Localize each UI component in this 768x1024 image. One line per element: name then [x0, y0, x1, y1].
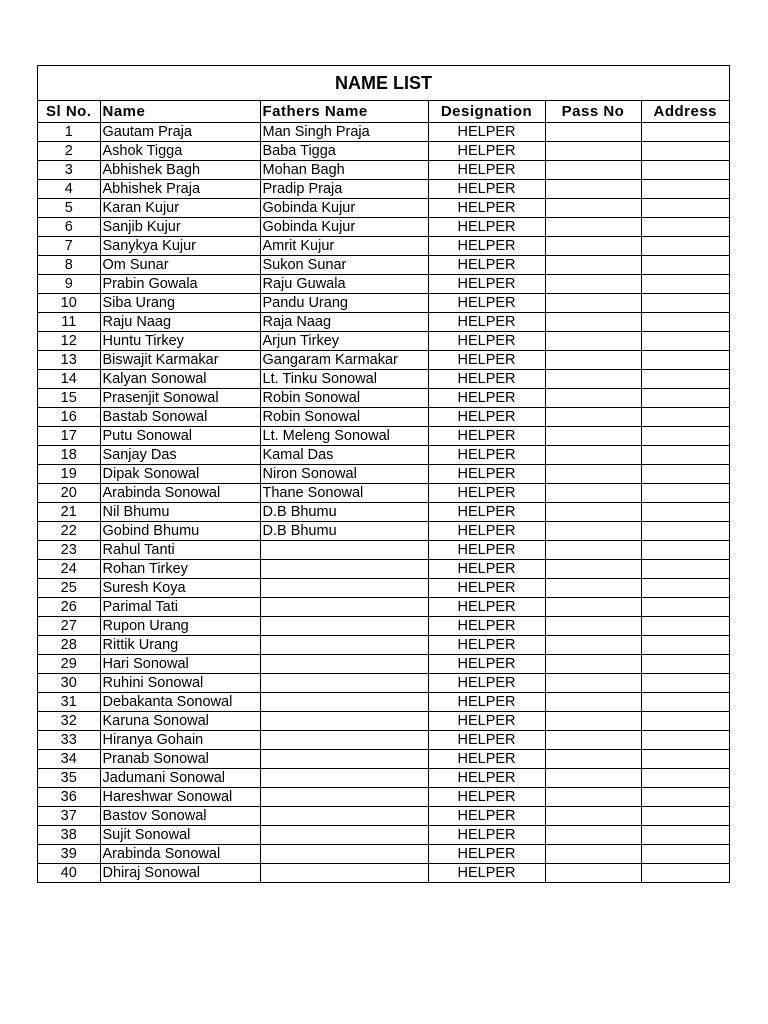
cell-fathers-name: Baba Tigga — [260, 142, 428, 161]
table-row — [38, 750, 729, 769]
cell-sl-no: 16 — [38, 408, 100, 427]
cell-pass-no — [545, 598, 641, 617]
cell-pass-no — [545, 142, 641, 161]
cell-sl-no: 18 — [38, 446, 100, 465]
cell-name: Prabin Gowala — [100, 275, 260, 294]
cell-designation: HELPER — [428, 446, 545, 465]
cell-designation: HELPER — [428, 218, 545, 237]
table-row — [38, 218, 729, 237]
cell-designation: HELPER — [428, 427, 545, 446]
cell-name: Ashok Tigga — [100, 142, 260, 161]
cell-sl-no: 13 — [38, 351, 100, 370]
cell-sl-no: 11 — [38, 313, 100, 332]
cell-sl-no: 5 — [38, 199, 100, 218]
cell-fathers-name: Gobinda Kujur — [260, 199, 428, 218]
cell-designation: HELPER — [428, 484, 545, 503]
cell-name: Rittik Urang — [100, 636, 260, 655]
cell-address — [641, 826, 729, 845]
cell-address — [641, 446, 729, 465]
cell-name: Suresh Koya — [100, 579, 260, 598]
cell-address — [641, 313, 729, 332]
cell-designation: HELPER — [428, 161, 545, 180]
cell-sl-no: 10 — [38, 294, 100, 313]
cell-fathers-name: Pradip Praja — [260, 180, 428, 199]
cell-pass-no — [545, 750, 641, 769]
table-row — [38, 446, 729, 465]
name-list-sheet — [37, 65, 730, 883]
cell-fathers-name: Gangaram Karmakar — [260, 351, 428, 370]
cell-pass-no — [545, 522, 641, 541]
cell-pass-no — [545, 655, 641, 674]
cell-fathers-name: Raju Guwala — [260, 275, 428, 294]
cell-name: Kalyan Sonowal — [100, 370, 260, 389]
cell-sl-no: 38 — [38, 826, 100, 845]
cell-address — [641, 389, 729, 408]
cell-fathers-name — [260, 750, 428, 769]
name-list-table — [38, 100, 729, 882]
cell-fathers-name — [260, 788, 428, 807]
cell-address — [641, 408, 729, 427]
cell-designation: HELPER — [428, 693, 545, 712]
cell-address — [641, 655, 729, 674]
table-row — [38, 788, 729, 807]
cell-designation: HELPER — [428, 617, 545, 636]
cell-address — [641, 199, 729, 218]
cell-pass-no — [545, 294, 641, 313]
cell-pass-no — [545, 712, 641, 731]
cell-sl-no: 22 — [38, 522, 100, 541]
table-row — [38, 864, 729, 883]
cell-fathers-name: Sukon Sunar — [260, 256, 428, 275]
cell-name: Biswajit Karmakar — [100, 351, 260, 370]
table-row — [38, 769, 729, 788]
table-row — [38, 655, 729, 674]
cell-fathers-name — [260, 845, 428, 864]
cell-address — [641, 427, 729, 446]
cell-name: Karuna Sonowal — [100, 712, 260, 731]
cell-pass-no — [545, 788, 641, 807]
cell-address — [641, 807, 729, 826]
cell-pass-no — [545, 826, 641, 845]
cell-designation: HELPER — [428, 541, 545, 560]
cell-designation: HELPER — [428, 674, 545, 693]
cell-pass-no — [545, 370, 641, 389]
cell-name: Karan Kujur — [100, 199, 260, 218]
cell-name: Putu Sonowal — [100, 427, 260, 446]
cell-pass-no — [545, 807, 641, 826]
cell-sl-no: 14 — [38, 370, 100, 389]
table-row — [38, 712, 729, 731]
cell-name: Pranab Sonowal — [100, 750, 260, 769]
cell-fathers-name — [260, 617, 428, 636]
table-row — [38, 598, 729, 617]
table-row — [38, 731, 729, 750]
cell-fathers-name: Amrit Kujur — [260, 237, 428, 256]
cell-name: Bastov Sonowal — [100, 807, 260, 826]
cell-pass-no — [545, 237, 641, 256]
cell-address — [641, 788, 729, 807]
cell-designation: HELPER — [428, 522, 545, 541]
cell-designation: HELPER — [428, 769, 545, 788]
cell-fathers-name — [260, 864, 428, 883]
cell-address — [641, 522, 729, 541]
table-row — [38, 389, 729, 408]
cell-fathers-name: Kamal Das — [260, 446, 428, 465]
cell-name: Nil Bhumu — [100, 503, 260, 522]
cell-address — [641, 180, 729, 199]
cell-designation: HELPER — [428, 180, 545, 199]
cell-name: Rahul Tanti — [100, 541, 260, 560]
cell-pass-no — [545, 769, 641, 788]
cell-sl-no: 29 — [38, 655, 100, 674]
cell-name: Ruhini Sonowal — [100, 674, 260, 693]
cell-address — [641, 579, 729, 598]
cell-designation: HELPER — [428, 864, 545, 883]
cell-address — [641, 370, 729, 389]
table-body — [38, 123, 729, 883]
cell-designation: HELPER — [428, 788, 545, 807]
cell-address — [641, 712, 729, 731]
cell-pass-no — [545, 484, 641, 503]
cell-address — [641, 674, 729, 693]
table-row — [38, 332, 729, 351]
cell-address — [641, 560, 729, 579]
cell-designation: HELPER — [428, 313, 545, 332]
table-row — [38, 617, 729, 636]
column-header-designation: Designation — [428, 101, 545, 123]
cell-sl-no: 7 — [38, 237, 100, 256]
cell-name: Sanykya Kujur — [100, 237, 260, 256]
cell-sl-no: 30 — [38, 674, 100, 693]
table-row — [38, 560, 729, 579]
cell-sl-no: 3 — [38, 161, 100, 180]
cell-address — [641, 256, 729, 275]
table-row — [38, 256, 729, 275]
cell-name: Dhiraj Sonowal — [100, 864, 260, 883]
column-header-address: Address — [641, 101, 729, 123]
cell-pass-no — [545, 218, 641, 237]
cell-sl-no: 32 — [38, 712, 100, 731]
cell-address — [641, 484, 729, 503]
cell-sl-no: 34 — [38, 750, 100, 769]
cell-name: Arabinda Sonowal — [100, 845, 260, 864]
cell-address — [641, 636, 729, 655]
cell-name: Rohan Tirkey — [100, 560, 260, 579]
table-row — [38, 142, 729, 161]
table-row — [38, 807, 729, 826]
cell-address — [641, 541, 729, 560]
cell-sl-no: 27 — [38, 617, 100, 636]
cell-address — [641, 864, 729, 883]
cell-name: Rupon Urang — [100, 617, 260, 636]
cell-fathers-name: Robin Sonowal — [260, 408, 428, 427]
cell-address — [641, 503, 729, 522]
table-row — [38, 180, 729, 199]
cell-designation: HELPER — [428, 199, 545, 218]
cell-fathers-name — [260, 541, 428, 560]
cell-pass-no — [545, 408, 641, 427]
cell-pass-no — [545, 389, 641, 408]
cell-sl-no: 31 — [38, 693, 100, 712]
cell-name: Abhishek Bagh — [100, 161, 260, 180]
table-row — [38, 408, 729, 427]
cell-pass-no — [545, 180, 641, 199]
cell-designation: HELPER — [428, 294, 545, 313]
cell-pass-no — [545, 275, 641, 294]
cell-name: Siba Urang — [100, 294, 260, 313]
cell-pass-no — [545, 845, 641, 864]
cell-name: Huntu Tirkey — [100, 332, 260, 351]
cell-pass-no — [545, 351, 641, 370]
cell-fathers-name — [260, 807, 428, 826]
cell-fathers-name: Pandu Urang — [260, 294, 428, 313]
table-row — [38, 351, 729, 370]
cell-pass-no — [545, 636, 641, 655]
cell-pass-no — [545, 199, 641, 218]
cell-fathers-name: Lt. Tinku Sonowal — [260, 370, 428, 389]
cell-name: Prasenjit Sonowal — [100, 389, 260, 408]
cell-sl-no: 33 — [38, 731, 100, 750]
cell-address — [641, 351, 729, 370]
cell-pass-no — [545, 864, 641, 883]
table-row — [38, 237, 729, 256]
cell-name: Arabinda Sonowal — [100, 484, 260, 503]
cell-address — [641, 617, 729, 636]
cell-designation: HELPER — [428, 636, 545, 655]
cell-designation: HELPER — [428, 579, 545, 598]
table-row — [38, 294, 729, 313]
cell-designation: HELPER — [428, 275, 545, 294]
cell-address — [641, 845, 729, 864]
table-row — [38, 275, 729, 294]
sheet-title: NAME LIST — [335, 73, 432, 93]
cell-designation: HELPER — [428, 332, 545, 351]
cell-address — [641, 731, 729, 750]
cell-sl-no: 19 — [38, 465, 100, 484]
cell-fathers-name — [260, 826, 428, 845]
cell-address — [641, 294, 729, 313]
cell-designation: HELPER — [428, 845, 545, 864]
cell-fathers-name: Gobinda Kujur — [260, 218, 428, 237]
cell-address — [641, 218, 729, 237]
cell-name: Debakanta Sonowal — [100, 693, 260, 712]
cell-name: Om Sunar — [100, 256, 260, 275]
cell-name: Dipak Sonowal — [100, 465, 260, 484]
cell-name: Sanjib Kujur — [100, 218, 260, 237]
cell-name: Hareshwar Sonowal — [100, 788, 260, 807]
table-row — [38, 484, 729, 503]
cell-designation: HELPER — [428, 655, 545, 674]
cell-designation: HELPER — [428, 598, 545, 617]
cell-pass-no — [545, 674, 641, 693]
table-header — [38, 101, 729, 123]
cell-name: Bastab Sonowal — [100, 408, 260, 427]
cell-sl-no: 20 — [38, 484, 100, 503]
cell-fathers-name: Niron Sonowal — [260, 465, 428, 484]
table-row — [38, 693, 729, 712]
cell-sl-no: 21 — [38, 503, 100, 522]
cell-pass-no — [545, 693, 641, 712]
cell-fathers-name: D.B Bhumu — [260, 522, 428, 541]
cell-pass-no — [545, 617, 641, 636]
cell-pass-no — [545, 503, 641, 522]
cell-address — [641, 142, 729, 161]
cell-name: Gautam Praja — [100, 123, 260, 142]
column-header-pass-no: Pass No — [545, 101, 641, 123]
cell-name: Sujit Sonowal — [100, 826, 260, 845]
table-row — [38, 465, 729, 484]
cell-address — [641, 332, 729, 351]
cell-sl-no: 17 — [38, 427, 100, 446]
cell-sl-no: 40 — [38, 864, 100, 883]
cell-sl-no: 1 — [38, 123, 100, 142]
cell-fathers-name: Mohan Bagh — [260, 161, 428, 180]
header-row — [38, 101, 729, 123]
cell-pass-no — [545, 560, 641, 579]
table-row — [38, 503, 729, 522]
table-row — [38, 674, 729, 693]
cell-pass-no — [545, 446, 641, 465]
cell-sl-no: 15 — [38, 389, 100, 408]
cell-name: Jadumani Sonowal — [100, 769, 260, 788]
cell-designation: HELPER — [428, 712, 545, 731]
cell-fathers-name — [260, 655, 428, 674]
cell-sl-no: 26 — [38, 598, 100, 617]
cell-designation: HELPER — [428, 503, 545, 522]
cell-fathers-name — [260, 769, 428, 788]
cell-name: Hari Sonowal — [100, 655, 260, 674]
cell-designation: HELPER — [428, 750, 545, 769]
table-row — [38, 161, 729, 180]
cell-pass-no — [545, 465, 641, 484]
cell-name: Abhishek Praja — [100, 180, 260, 199]
cell-designation: HELPER — [428, 560, 545, 579]
table-row — [38, 541, 729, 560]
cell-pass-no — [545, 161, 641, 180]
cell-fathers-name: Lt. Meleng Sonowal — [260, 427, 428, 446]
cell-address — [641, 769, 729, 788]
cell-fathers-name — [260, 693, 428, 712]
cell-address — [641, 237, 729, 256]
cell-designation: HELPER — [428, 123, 545, 142]
cell-designation: HELPER — [428, 256, 545, 275]
cell-sl-no: 9 — [38, 275, 100, 294]
cell-fathers-name — [260, 731, 428, 750]
cell-designation: HELPER — [428, 389, 545, 408]
table-row — [38, 845, 729, 864]
cell-name: Hiranya Gohain — [100, 731, 260, 750]
cell-designation: HELPER — [428, 465, 545, 484]
cell-sl-no: 25 — [38, 579, 100, 598]
cell-fathers-name: Man Singh Praja — [260, 123, 428, 142]
cell-sl-no: 2 — [38, 142, 100, 161]
table-row — [38, 370, 729, 389]
cell-sl-no: 4 — [38, 180, 100, 199]
cell-pass-no — [545, 256, 641, 275]
cell-pass-no — [545, 541, 641, 560]
cell-fathers-name: Raja Naag — [260, 313, 428, 332]
cell-address — [641, 275, 729, 294]
cell-designation: HELPER — [428, 370, 545, 389]
cell-sl-no: 39 — [38, 845, 100, 864]
table-row — [38, 826, 729, 845]
cell-address — [641, 598, 729, 617]
cell-designation: HELPER — [428, 408, 545, 427]
cell-sl-no: 35 — [38, 769, 100, 788]
cell-fathers-name: Arjun Tirkey — [260, 332, 428, 351]
column-header-name: Name — [100, 101, 260, 123]
cell-designation: HELPER — [428, 826, 545, 845]
cell-fathers-name — [260, 560, 428, 579]
cell-pass-no — [545, 427, 641, 446]
cell-fathers-name — [260, 674, 428, 693]
cell-name: Raju Naag — [100, 313, 260, 332]
table-row — [38, 199, 729, 218]
table-row — [38, 123, 729, 142]
cell-name: Parimal Tati — [100, 598, 260, 617]
column-header-fathers-name: Fathers Name — [260, 101, 428, 123]
cell-fathers-name — [260, 636, 428, 655]
cell-sl-no: 6 — [38, 218, 100, 237]
cell-designation: HELPER — [428, 142, 545, 161]
cell-sl-no: 37 — [38, 807, 100, 826]
cell-pass-no — [545, 123, 641, 142]
cell-sl-no: 28 — [38, 636, 100, 655]
cell-name: Sanjay Das — [100, 446, 260, 465]
cell-sl-no: 23 — [38, 541, 100, 560]
cell-fathers-name — [260, 579, 428, 598]
cell-fathers-name: Thane Sonowal — [260, 484, 428, 503]
table-row — [38, 427, 729, 446]
column-header-sl-no: Sl No. — [38, 101, 100, 123]
cell-pass-no — [545, 313, 641, 332]
cell-pass-no — [545, 731, 641, 750]
cell-fathers-name — [260, 598, 428, 617]
cell-pass-no — [545, 332, 641, 351]
cell-address — [641, 123, 729, 142]
cell-sl-no: 8 — [38, 256, 100, 275]
cell-designation: HELPER — [428, 237, 545, 256]
table-row — [38, 313, 729, 332]
cell-pass-no — [545, 579, 641, 598]
cell-address — [641, 465, 729, 484]
cell-fathers-name: Robin Sonowal — [260, 389, 428, 408]
cell-address — [641, 750, 729, 769]
table-row — [38, 636, 729, 655]
cell-sl-no: 24 — [38, 560, 100, 579]
cell-address — [641, 693, 729, 712]
table-row — [38, 522, 729, 541]
cell-fathers-name — [260, 712, 428, 731]
cell-name: Gobind Bhumu — [100, 522, 260, 541]
cell-sl-no: 36 — [38, 788, 100, 807]
cell-designation: HELPER — [428, 351, 545, 370]
cell-designation: HELPER — [428, 807, 545, 826]
cell-fathers-name: D.B Bhumu — [260, 503, 428, 522]
cell-designation: HELPER — [428, 731, 545, 750]
table-row — [38, 579, 729, 598]
cell-address — [641, 161, 729, 180]
cell-sl-no: 12 — [38, 332, 100, 351]
